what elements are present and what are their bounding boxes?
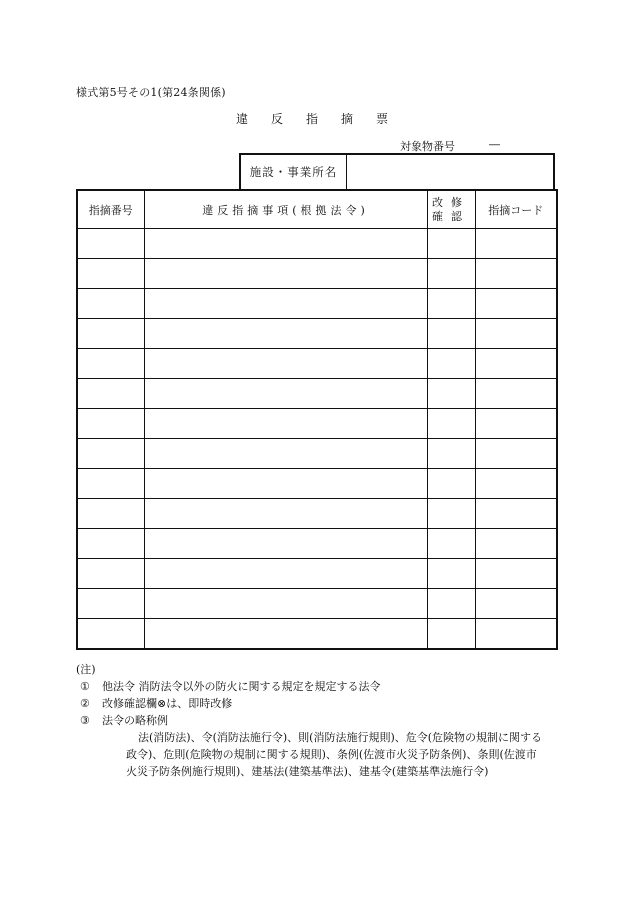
form-label: 様式第5号その1(第24条関係) bbox=[76, 86, 226, 99]
cell-item[interactable] bbox=[144, 379, 427, 409]
note-text: 改修確認欄⊗は、即時改修 bbox=[102, 697, 233, 710]
cell-check[interactable] bbox=[427, 259, 475, 289]
header-check-top: 改修 bbox=[432, 195, 470, 209]
cell-check[interactable] bbox=[427, 529, 475, 559]
note-number: ③ bbox=[80, 714, 90, 727]
cell-index[interactable] bbox=[77, 259, 144, 289]
cell-item[interactable] bbox=[144, 229, 427, 259]
table-row bbox=[77, 349, 557, 379]
cell-index[interactable] bbox=[77, 319, 144, 349]
cell-index[interactable] bbox=[77, 379, 144, 409]
cell-item[interactable] bbox=[144, 289, 427, 319]
cell-index[interactable] bbox=[77, 619, 144, 650]
cell-index[interactable] bbox=[77, 289, 144, 319]
table-row bbox=[77, 469, 557, 499]
facility-name-field[interactable] bbox=[351, 155, 553, 189]
header-check bbox=[427, 190, 475, 229]
cell-check[interactable] bbox=[427, 499, 475, 529]
table-row bbox=[77, 589, 557, 619]
cell-check[interactable] bbox=[427, 229, 475, 259]
form-title bbox=[236, 110, 411, 127]
title-char: 反 bbox=[271, 112, 284, 126]
cell-item[interactable] bbox=[144, 529, 427, 559]
cell-code[interactable] bbox=[475, 619, 557, 650]
table-row bbox=[77, 409, 557, 439]
table-row bbox=[77, 319, 557, 349]
cell-check[interactable] bbox=[427, 619, 475, 650]
cell-index[interactable] bbox=[77, 499, 144, 529]
cell-index[interactable] bbox=[77, 409, 144, 439]
cell-item[interactable] bbox=[144, 409, 427, 439]
cell-index[interactable] bbox=[77, 349, 144, 379]
table-row bbox=[77, 529, 557, 559]
cell-item[interactable] bbox=[144, 559, 427, 589]
cell-item[interactable] bbox=[144, 589, 427, 619]
object-number-label: 対象物番号 bbox=[400, 140, 455, 153]
table-row bbox=[77, 379, 557, 409]
cell-code[interactable] bbox=[475, 229, 557, 259]
cell-code[interactable] bbox=[475, 589, 557, 619]
header-index: 指摘番号 bbox=[77, 190, 144, 229]
table-row bbox=[77, 619, 557, 650]
note-item bbox=[76, 678, 556, 695]
abbreviation-list: 法(消防法)、令(消防法施行令)、則(消防法施行規則)、危令(危険物の規制に関する政令)、危則(危険物の規制に関する規則)、条例(佐渡市火災予防条例)、条則(佐渡市火災予防条例施行規則)、建基法(建築基準法)、建基令(建築基準法施行令) bbox=[126, 731, 543, 778]
cell-code[interactable] bbox=[475, 439, 557, 469]
cell-check[interactable] bbox=[427, 319, 475, 349]
header-item: 違反指摘事項(根拠法令) bbox=[144, 190, 427, 229]
cell-check[interactable] bbox=[427, 589, 475, 619]
cell-check[interactable] bbox=[427, 379, 475, 409]
table-row bbox=[77, 229, 557, 259]
cell-code[interactable] bbox=[475, 409, 557, 439]
note-text: 法令の略称例 bbox=[102, 714, 168, 727]
cell-code[interactable] bbox=[475, 259, 557, 289]
table-row bbox=[77, 559, 557, 589]
cell-code[interactable] bbox=[475, 559, 557, 589]
header-code: 指摘コード bbox=[475, 190, 557, 229]
facility-label: 施設・事業所名 bbox=[241, 155, 347, 189]
notes bbox=[76, 661, 556, 780]
cell-item[interactable] bbox=[144, 319, 427, 349]
header-check-bottom: 確認 bbox=[432, 209, 470, 223]
cell-index[interactable] bbox=[77, 469, 144, 499]
note-text: 他法令 消防法令以外の防火に関する規定を規定する法令 bbox=[102, 680, 381, 693]
note-number: ① bbox=[80, 680, 90, 693]
cell-code[interactable] bbox=[475, 379, 557, 409]
cell-item[interactable] bbox=[144, 499, 427, 529]
note-item bbox=[76, 712, 556, 729]
cell-code[interactable] bbox=[475, 319, 557, 349]
cell-code[interactable] bbox=[475, 469, 557, 499]
cell-index[interactable] bbox=[77, 589, 144, 619]
note-number: ② bbox=[80, 697, 90, 710]
cell-check[interactable] bbox=[427, 289, 475, 319]
cell-item[interactable] bbox=[144, 259, 427, 289]
violation-table bbox=[76, 189, 558, 650]
facility-box bbox=[239, 153, 555, 189]
cell-index[interactable] bbox=[77, 529, 144, 559]
cell-check[interactable] bbox=[427, 439, 475, 469]
notes-heading: (注) bbox=[76, 663, 96, 676]
cell-item[interactable] bbox=[144, 619, 427, 650]
title-char: 指 bbox=[306, 112, 319, 126]
table-row bbox=[77, 289, 557, 319]
cell-item[interactable] bbox=[144, 349, 427, 379]
table-row bbox=[77, 439, 557, 469]
title-char: 票 bbox=[376, 112, 389, 126]
cell-code[interactable] bbox=[475, 289, 557, 319]
title-char: 違 bbox=[236, 112, 249, 126]
cell-item[interactable] bbox=[144, 469, 427, 499]
cell-check[interactable] bbox=[427, 469, 475, 499]
note-item bbox=[76, 695, 556, 712]
cell-code[interactable] bbox=[475, 529, 557, 559]
cell-code[interactable] bbox=[475, 499, 557, 529]
cell-check[interactable] bbox=[427, 409, 475, 439]
cell-index[interactable] bbox=[77, 229, 144, 259]
table-row bbox=[77, 259, 557, 289]
title-char: 摘 bbox=[341, 112, 354, 126]
object-number-value[interactable]: ― bbox=[489, 138, 500, 151]
cell-check[interactable] bbox=[427, 349, 475, 379]
table-header-row bbox=[77, 190, 557, 229]
cell-item[interactable] bbox=[144, 439, 427, 469]
table-row bbox=[77, 499, 557, 529]
cell-code[interactable] bbox=[475, 349, 557, 379]
cell-check[interactable] bbox=[427, 559, 475, 589]
cell-index[interactable] bbox=[77, 439, 144, 469]
cell-index[interactable] bbox=[77, 559, 144, 589]
